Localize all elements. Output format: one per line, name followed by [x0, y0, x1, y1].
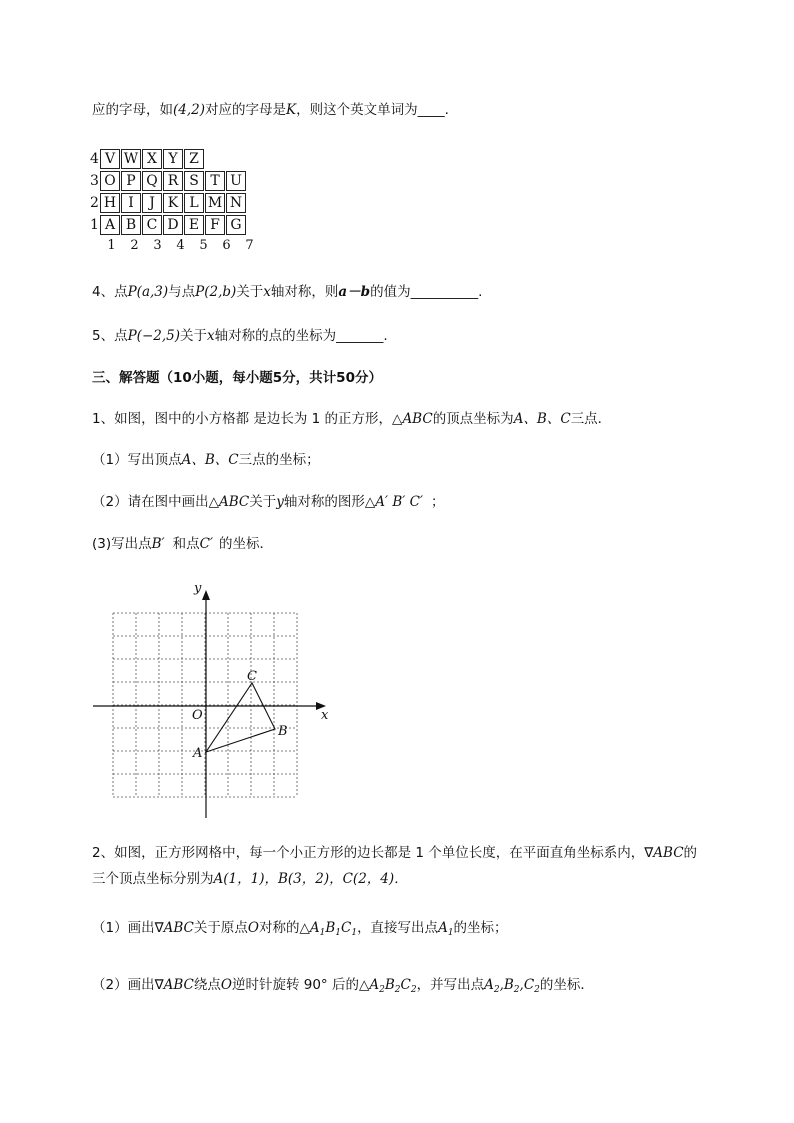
- letter-grid-row: [90, 192, 247, 214]
- letter-cell: Y: [163, 149, 183, 169]
- text: 2、如图，正方形网格中，每一个小正方形的边长都是 1 个单位长度，在平面直角坐标系内，∇: [92, 845, 654, 861]
- problem-1-part-1: [92, 450, 320, 470]
- expression: a－b: [338, 284, 371, 300]
- text: B: [384, 977, 395, 993]
- subscript: 1: [319, 928, 326, 938]
- text: C: [340, 920, 352, 936]
- subscript: 1: [335, 928, 341, 938]
- column-number: 7: [245, 238, 254, 253]
- problem-1-part-2: [92, 492, 445, 512]
- y-axis-label: y: [194, 581, 202, 596]
- triangle-abc: [206, 683, 275, 752]
- row-number: 1: [90, 217, 99, 233]
- text: 和点: [172, 536, 200, 552]
- row-number: 2: [90, 195, 99, 211]
- letter-cell: V: [100, 149, 120, 169]
- letter-cell: X: [142, 149, 162, 169]
- text: 关于: [180, 328, 207, 344]
- letter-cell: B: [121, 215, 141, 235]
- subscript: 1: [351, 928, 358, 938]
- letter: K: [286, 102, 297, 118]
- point-a1: [438, 920, 453, 936]
- point: P(a,3): [127, 284, 169, 300]
- text: 三个顶点坐标分别为: [92, 871, 214, 887]
- text: （1）画出∇: [92, 920, 164, 936]
- problem-2-intro: [92, 843, 697, 863]
- letter-cell: N: [226, 193, 246, 213]
- point-a-label: A: [193, 746, 203, 761]
- origin: O: [247, 920, 259, 936]
- subscript: 2: [410, 985, 417, 995]
- text: 轴对称的点的坐标为_______.: [214, 328, 388, 344]
- text: 关于: [249, 494, 277, 510]
- text: A: [309, 920, 320, 936]
- text: ，则这个英文单词为____.: [296, 102, 449, 118]
- text: ；: [431, 494, 445, 510]
- coordinate-grid-figure: [90, 578, 340, 823]
- problem-2-part-2: [92, 975, 594, 1000]
- triangle: ABC: [218, 494, 250, 510]
- text: 关于: [236, 284, 264, 300]
- subscript: 2: [513, 985, 520, 995]
- section-title: 三、解答题（10小题，每小题5分，共计50分）: [92, 370, 382, 386]
- text: (3)写出点: [92, 536, 152, 552]
- letter-grid-row: [90, 214, 247, 236]
- problem-1-part-3: [92, 534, 273, 554]
- column-number: 1: [107, 238, 116, 253]
- triangle-a2b2c2: [369, 977, 416, 993]
- letter-cell: G: [226, 215, 246, 235]
- text: 应的字母，如: [92, 102, 173, 118]
- letter-cell: H: [100, 193, 120, 213]
- letter-cell: D: [163, 215, 183, 235]
- letter-cell: I: [121, 193, 141, 213]
- points-a2-b2-c2: $A_2,B_2,C_2$: [484, 977, 540, 995]
- coord: (4,2): [173, 102, 206, 118]
- letter-cell: T: [205, 171, 225, 191]
- text: 轴对称，则: [270, 284, 339, 300]
- y-axis-arrow: [202, 590, 210, 600]
- letter-cell: U: [226, 171, 246, 191]
- text: 4、点: [92, 284, 128, 300]
- letter-cell: O: [100, 171, 120, 191]
- letter-cell: R: [163, 171, 183, 191]
- triangle: ABC: [402, 411, 433, 427]
- point-c-label: C: [247, 669, 257, 684]
- letter-cell: Z: [184, 149, 204, 169]
- letter-cell: L: [184, 193, 204, 213]
- text: 的坐标．: [219, 536, 274, 552]
- text: 逆时针旋转 90° 后的△: [231, 977, 370, 993]
- text: 的: [683, 845, 698, 861]
- text: 与点: [168, 284, 196, 300]
- text: 轴对称的图形△: [283, 494, 376, 510]
- text: 三点的坐标；: [238, 452, 320, 468]
- axis: x: [263, 284, 271, 300]
- letter-cell: Q: [142, 171, 162, 191]
- subscript: 2: [379, 985, 385, 995]
- coords: A(1，1)，B(3，2)，C(2，4)．: [213, 871, 408, 887]
- letter-grid-row: [90, 148, 205, 170]
- text: 的值为__________.: [370, 284, 483, 300]
- subscript: 2: [534, 985, 540, 995]
- origin-label: O: [192, 708, 203, 723]
- triangle: ABC: [163, 977, 194, 993]
- points: A、B、C: [513, 411, 571, 427]
- column-number: 3: [153, 238, 162, 253]
- point-b-label: B: [278, 724, 288, 739]
- problem-2-intro-line2: [92, 869, 408, 889]
- column-number: 6: [222, 238, 231, 253]
- letter-cell: J: [142, 193, 162, 213]
- points: A、B、C: [181, 452, 239, 468]
- text: 的顶点坐标为: [432, 411, 514, 427]
- axis: y: [276, 494, 284, 510]
- problem-2-part-1: [92, 918, 508, 943]
- triangle-a1b1c1: [310, 920, 357, 936]
- text: 5、点: [92, 328, 128, 344]
- letter-grid: [90, 148, 280, 258]
- problem-1-intro: [92, 409, 611, 429]
- letter-cell: F: [205, 215, 225, 235]
- x-axis-label: x: [321, 708, 329, 723]
- origin: O: [220, 977, 232, 993]
- question-5: [92, 326, 388, 346]
- row-number: 3: [90, 173, 99, 189]
- column-number: 2: [130, 238, 139, 253]
- point: B′: [151, 536, 165, 552]
- letter-cell: S: [184, 171, 204, 191]
- text: A: [369, 977, 380, 993]
- column-number: 5: [199, 238, 208, 253]
- letter-cell: K: [163, 193, 183, 213]
- point: C′: [199, 536, 214, 552]
- text: 对称的△: [258, 920, 310, 936]
- text: ，并写出点: [416, 977, 485, 993]
- letter-cell: C: [142, 215, 162, 235]
- letter-cell: P: [121, 171, 141, 191]
- subscript: 2: [394, 985, 401, 995]
- letter-cell: M: [205, 193, 225, 213]
- text: （2）画出∇: [92, 977, 164, 993]
- text: 的坐标．: [539, 977, 594, 993]
- text: B: [503, 977, 514, 993]
- text: 关于原点: [193, 920, 248, 936]
- text: （1）写出顶点: [92, 452, 182, 468]
- letter-cell: E: [184, 215, 204, 235]
- letter-cell: A: [100, 215, 120, 235]
- text: A: [484, 977, 494, 993]
- text: 对应的字母是: [205, 102, 287, 118]
- letter-grid-row: [90, 170, 247, 192]
- subscript: 1: [447, 928, 454, 938]
- text: 的坐标；: [453, 920, 508, 936]
- text: ，直接写出点: [357, 920, 439, 936]
- subscript: 2: [493, 985, 500, 995]
- row-number: 4: [90, 151, 99, 167]
- triangle: ABC: [653, 845, 684, 861]
- point: P(2,b): [195, 284, 237, 300]
- column-number: 4: [176, 238, 185, 253]
- column-numbers: [100, 238, 261, 253]
- text: （2）请在图中画出△: [92, 494, 219, 510]
- question-fragment-line: [92, 100, 449, 120]
- text: 绕点: [193, 977, 221, 993]
- point: P(−2,5): [127, 328, 180, 344]
- text: C: [523, 977, 535, 993]
- text: 1、如图，图中的小方格都 是边长为 1 的正方形，△: [92, 411, 403, 427]
- letter-cell: W: [121, 149, 141, 169]
- triangle-prime: A′ B′ C′: [375, 494, 424, 510]
- text: 三点．: [570, 411, 612, 427]
- triangle: ABC: [163, 920, 194, 936]
- axis: x: [207, 328, 215, 344]
- question-4: [92, 282, 482, 302]
- text: C: [400, 977, 411, 993]
- text: B: [325, 920, 336, 936]
- text: A: [438, 920, 448, 936]
